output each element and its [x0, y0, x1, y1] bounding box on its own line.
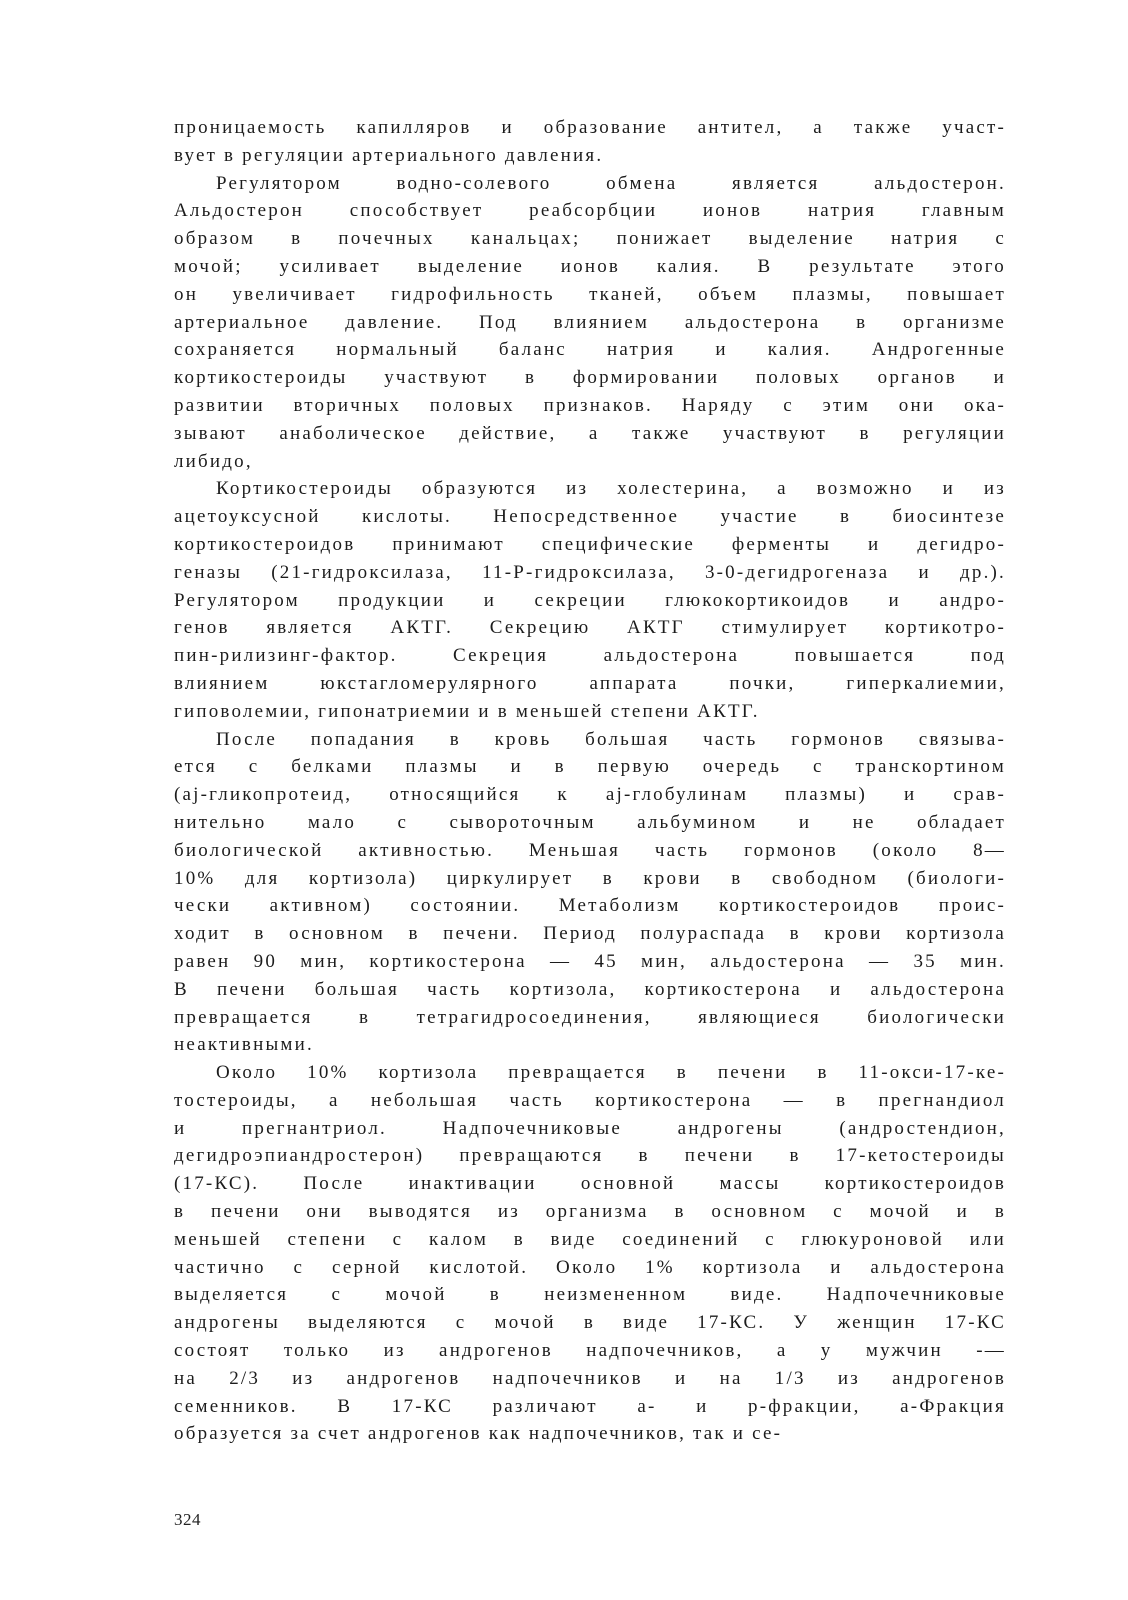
text-line: (17-КС). После инактивации основной массы кортикостероидов [174, 1173, 1006, 1195]
text-line: образуется за счет андрогенов как надпочечников, так и се- [174, 1423, 783, 1445]
text-line: состоят только из андрогенов надпочечников, а у мужчин -— [174, 1340, 1006, 1362]
text-line: нительно мало с сывороточным альбумином и не обладает [174, 811, 1006, 833]
text-line: тостероиды, а небольшая часть кортикостерона — в прегнандиол [174, 1089, 1006, 1111]
text-line: ацетоуксусной кислоты. Непосредственное участие в биосинтезе [174, 506, 1006, 528]
text-line: меньшей степени с калом в виде соединений с глюкуроновой или [174, 1228, 1006, 1250]
text-line: андрогены выделяются с мочой в виде 17-КС. У женщин 17-КС [174, 1312, 1006, 1334]
text-line: мочой; усиливает выделение ионов калия. В результате этого [174, 255, 1006, 277]
text-line: выделяется с мочой в неизмененном виде. Надпочечниковые [174, 1284, 1006, 1306]
text-line: кортикостероидов принимают специфические ферменты и дегидро- [174, 533, 1006, 555]
text-line: кортикостероиды участвуют в формировании половых органов и [174, 367, 1006, 389]
text-line: пин-рилизинг-фактор. Секреция альдостерона повышается под [174, 645, 1006, 667]
paragraph [174, 475, 1006, 725]
page-number: 324 [174, 1510, 201, 1529]
text-line: В печени большая часть кортизола, кортикостерона и альдостерона [174, 978, 1006, 1000]
paragraph [174, 726, 1006, 1060]
text-line: ходит в основном в печени. Период полураспада в крови кортизола [174, 923, 1006, 945]
text-line: превращается в тетрагидросоединения, являющиеся биологически [174, 1006, 1006, 1028]
text-line: на 2/3 из андрогенов надпочечников и на 1/3 из андрогенов [174, 1367, 1006, 1389]
text-line: частично с серной кислотой. Около 1% кортизола и альдостерона [174, 1256, 1006, 1278]
text-line: он увеличивает гидрофильность тканей, объем плазмы, повышает [174, 283, 1006, 305]
text-line: Регулятором продукции и секреции глюкокортикоидов и андро- [174, 589, 1006, 611]
text-line: образом в почечных канальцах; понижает выделение натрия с [174, 228, 1006, 250]
text-line: либидо, [174, 450, 253, 472]
text-line: зывают анаболическое действие, а также участвуют в регуляции [174, 422, 1006, 444]
text-line: После попадания в кровь большая часть гормонов связыва- [216, 728, 1006, 750]
text-line: дегидроэпиандростерон) превращаются в печени в 17-кетостероиды [174, 1145, 1006, 1167]
text-line: семенников. В 17-КС различают а- и р-фракции, а-Фракция [174, 1395, 1006, 1417]
text-line: Около 10% кортизола превращается в печени в 11-окси-17-ке- [216, 1062, 1006, 1084]
text-line: Регулятором водно-солевого обмена является альдостерон. [216, 172, 1006, 194]
text-line: биологической активностью. Меньшая часть гормонов (около 8— [174, 839, 1006, 861]
text-line: геназы (21-гидроксилаза, 11-Р-гидроксилаза, 3-0-дегидрогеназа и др.). [174, 561, 1006, 583]
text-line: чески активном) состоянии. Метаболизм кортикостероидов проис- [174, 895, 1006, 917]
text-line: развитии вторичных половых признаков. Наряду с этим они ока- [174, 394, 1006, 416]
text-line: влиянием юкстагломерулярного аппарата почки, гиперкалиемии, [174, 672, 1006, 694]
paragraph [174, 170, 1006, 476]
text-line: гиповолемии, гипонатриемии и в меньшей степени АКТГ. [174, 700, 760, 722]
text-line: ется с белками плазмы и в первую очередь с транскортином [174, 756, 1006, 778]
text-line: (aj-гликопротеид, относящийся к aj-глобулинам плазмы) и срав- [174, 784, 1006, 806]
text-line: Альдостерон способствует реабсорбции ионов натрия главным [174, 200, 1006, 222]
text-line: неактивными. [174, 1034, 314, 1056]
text-line: вует в регуляции артериального давления. [174, 144, 604, 166]
text-line: проницаемость капилляров и образование антител, а также участ- [174, 117, 1006, 138]
paragraph [174, 1059, 1006, 1448]
text-line: и прегнантриол. Надпочечниковые андрогены (андростендион, [174, 1117, 1006, 1139]
text-line: сохраняется нормальный баланс натрия и калия. Андрогенные [174, 339, 1006, 361]
text-line: 10% для кортизола) циркулирует в крови в свободном (биологи- [174, 867, 1006, 889]
text-line: в печени они выводятся из организма в основном с мочой и в [174, 1201, 1006, 1223]
paragraph [174, 114, 1006, 170]
text-line: генов является АКТГ. Секрецию АКТГ стимулирует кортикотро- [174, 617, 1006, 639]
body-text [174, 114, 1006, 1448]
text-line: артериальное давление. Под влиянием альдостерона в организме [174, 311, 1006, 333]
text-line: равен 90 мин, кортикостерона — 45 мин, альдостерона — 35 мин. [174, 950, 1006, 972]
text-line: Кортикостероиды образуются из холестерина, а возможно и из [216, 478, 1006, 500]
